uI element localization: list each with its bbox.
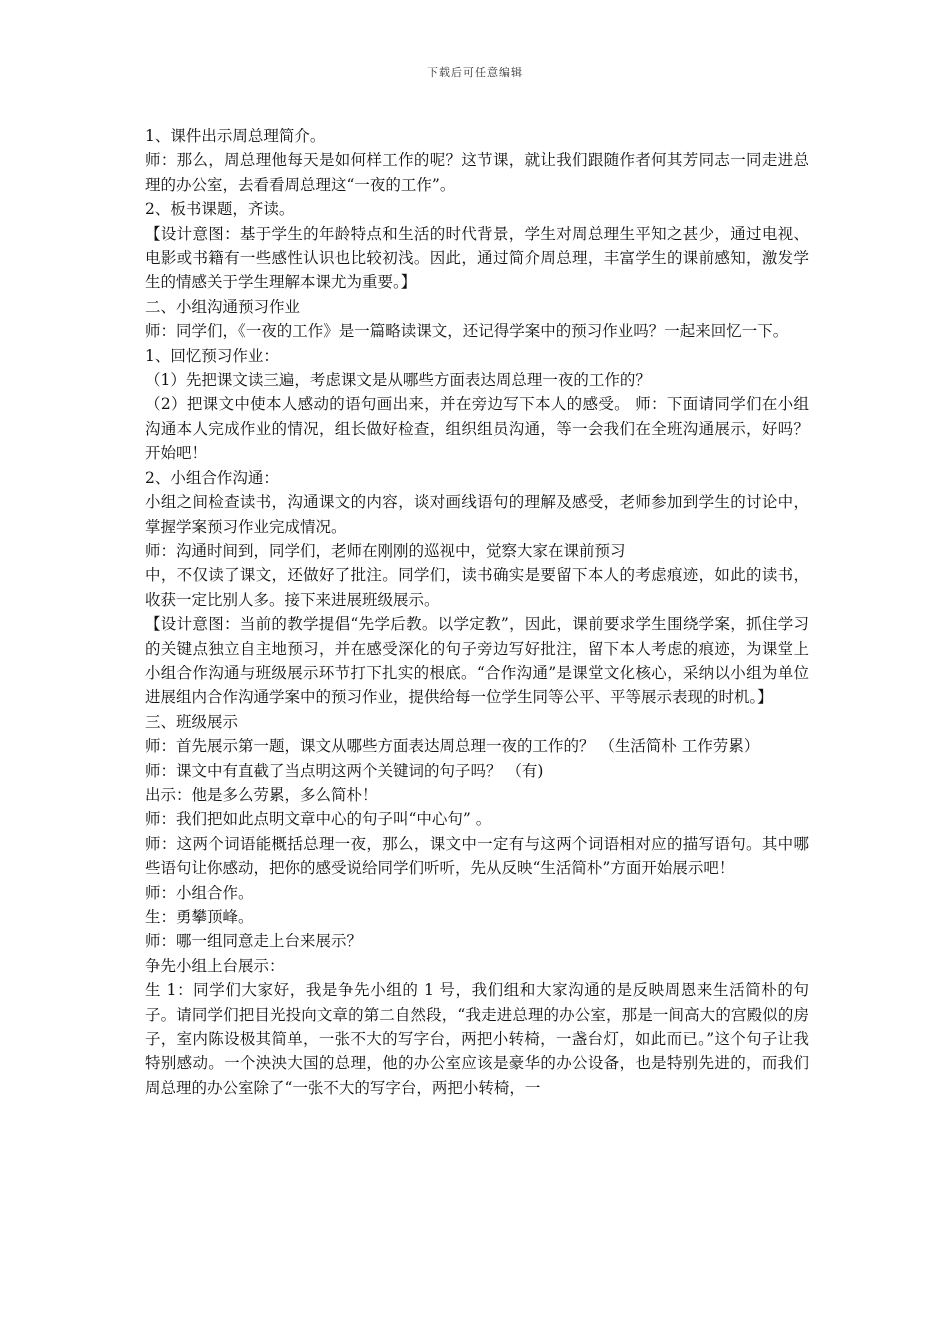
paragraph: 师：同学们，《一夜的工作》是一篇略读课文，还记得学案中的预习作业吗？一起来回忆一下。 [145,322,789,341]
paragraph: 争先小组上台展示： [145,956,285,975]
paragraph: 师：沟通时间到，同学们，老师在刚刚的巡视中，觉察大家在课前预习 [145,541,626,560]
paragraph: 师：那么，周总理他每天是如何样工作的呢？这节课，就让我们跟随作者何其芳同志一同走进总理的办公室，去看看周总理这“一夜的工作”。 [145,151,809,194]
document-body [145,124,809,1100]
paragraph: （2）把课文中使本人感动的语句画出来，并在旁边写下本人的感受。 师：下面请同学们在小组沟通本人完成作业的情况，组长做好检查，组织组员沟通，等一会我们在全班沟通展示，好吗？开始吧！ [145,395,809,463]
paragraph: 小组之间检查读书，沟通课文的内容，谈对画线语句的理解及感受，老师参加到学生的讨论中，掌握学案预习作业完成情况。 [145,493,809,536]
paragraph: 中，不仅读了课文，还做好了批注。同学们，读书确实是要留下本人的考虑痕迹，如此的读书，收获一定比别人多。接下来进展班级展示。 [145,566,809,609]
paragraph: 2、小组合作沟通： [145,468,279,487]
paragraph: 师：课文中有直截了当点明这两个关键词的句子吗？ （有) [145,761,544,780]
paragraph: 1、回忆预习作业： [145,346,279,365]
paragraph: 师：哪一组同意走上台来展示？ [145,932,363,951]
paragraph: 【设计意图：当前的教学提倡“先学后教。以学定教”，因此，课前要求学生围绕学案，抓住学习的关键点独立自主地预习，并在感受深化的句子旁边写好批注，留下本人考虑的痕迹，为课堂上小组合作沟通与班级展示环节打下扎实的根底。“合作沟通”是课堂文化核心，采纳以小组为单位进展组内合作沟通学案中的预习作业，提供给每一位学生同等公平、平等展示表现的时机。】 [145,615,809,707]
paragraph: 师：小组合作。 [145,883,254,902]
paragraph: 师：首先展示第一题，课文从哪些方面表达周总理一夜的工作的？ （生活简朴 工作劳累） [145,737,760,756]
page-header: 下载后可任意编辑 [427,66,523,79]
paragraph: 师：我们把如此点明文章中心的句子叫“中心句” 。 [145,810,492,829]
paragraph: 二、小组沟通预习作业 [145,297,301,316]
paragraph: 出示：他是多么劳累，多么简朴！ [145,785,378,804]
paragraph: 生：勇攀顶峰。 [145,908,254,926]
paragraph: 三、班级展示 [145,712,239,731]
paragraph: 师：这两个词语能概括总理一夜，那么，课文中一定有与这两个词语相对应的描写语句。其中哪些语句让你感动，把你的感受说给同学们听听，先从反映“生活简朴”方面开始展示吧！ [145,834,809,878]
paragraph: 【设计意图：基于学生的年龄特点和生活的时代背景，学生对周总理生平知之甚少，通过电视、电影或书籍有一些感性认识也比较初浅。因此，通过简介周总理，丰富学生的课前感知，激发学生的情感关于学生理解本课尤为重要。】 [145,224,809,292]
paragraph: 2、板书课题，齐读。 [145,200,295,219]
paragraph: （1）先把课文读三遍，考虑课文是从哪些方面表达周总理一夜的工作的？ [145,371,651,390]
paragraph: 生 1：同学们大家好，我是争先小组的 1 号，我们组和大家沟通的是反映周恩来生活简朴的句子。请同学们把目光投向文章的第二自然段，“我走进总理的办公室，那是一间高大的宫殿似的房子，室内陈设极其简单，一张不大的写字台，两把小转椅，一盏台灯，如此而已。”这个句子让我特别感动。一个泱泱大国的总理，他的办公室应该是豪华的办公设备，也是特别先进的，而我们周总理的办公室除了“一张不大的写字台，两把小转椅，一 [145,981,809,1097]
paragraph: 1、课件出示周总理简介。 [145,127,326,145]
